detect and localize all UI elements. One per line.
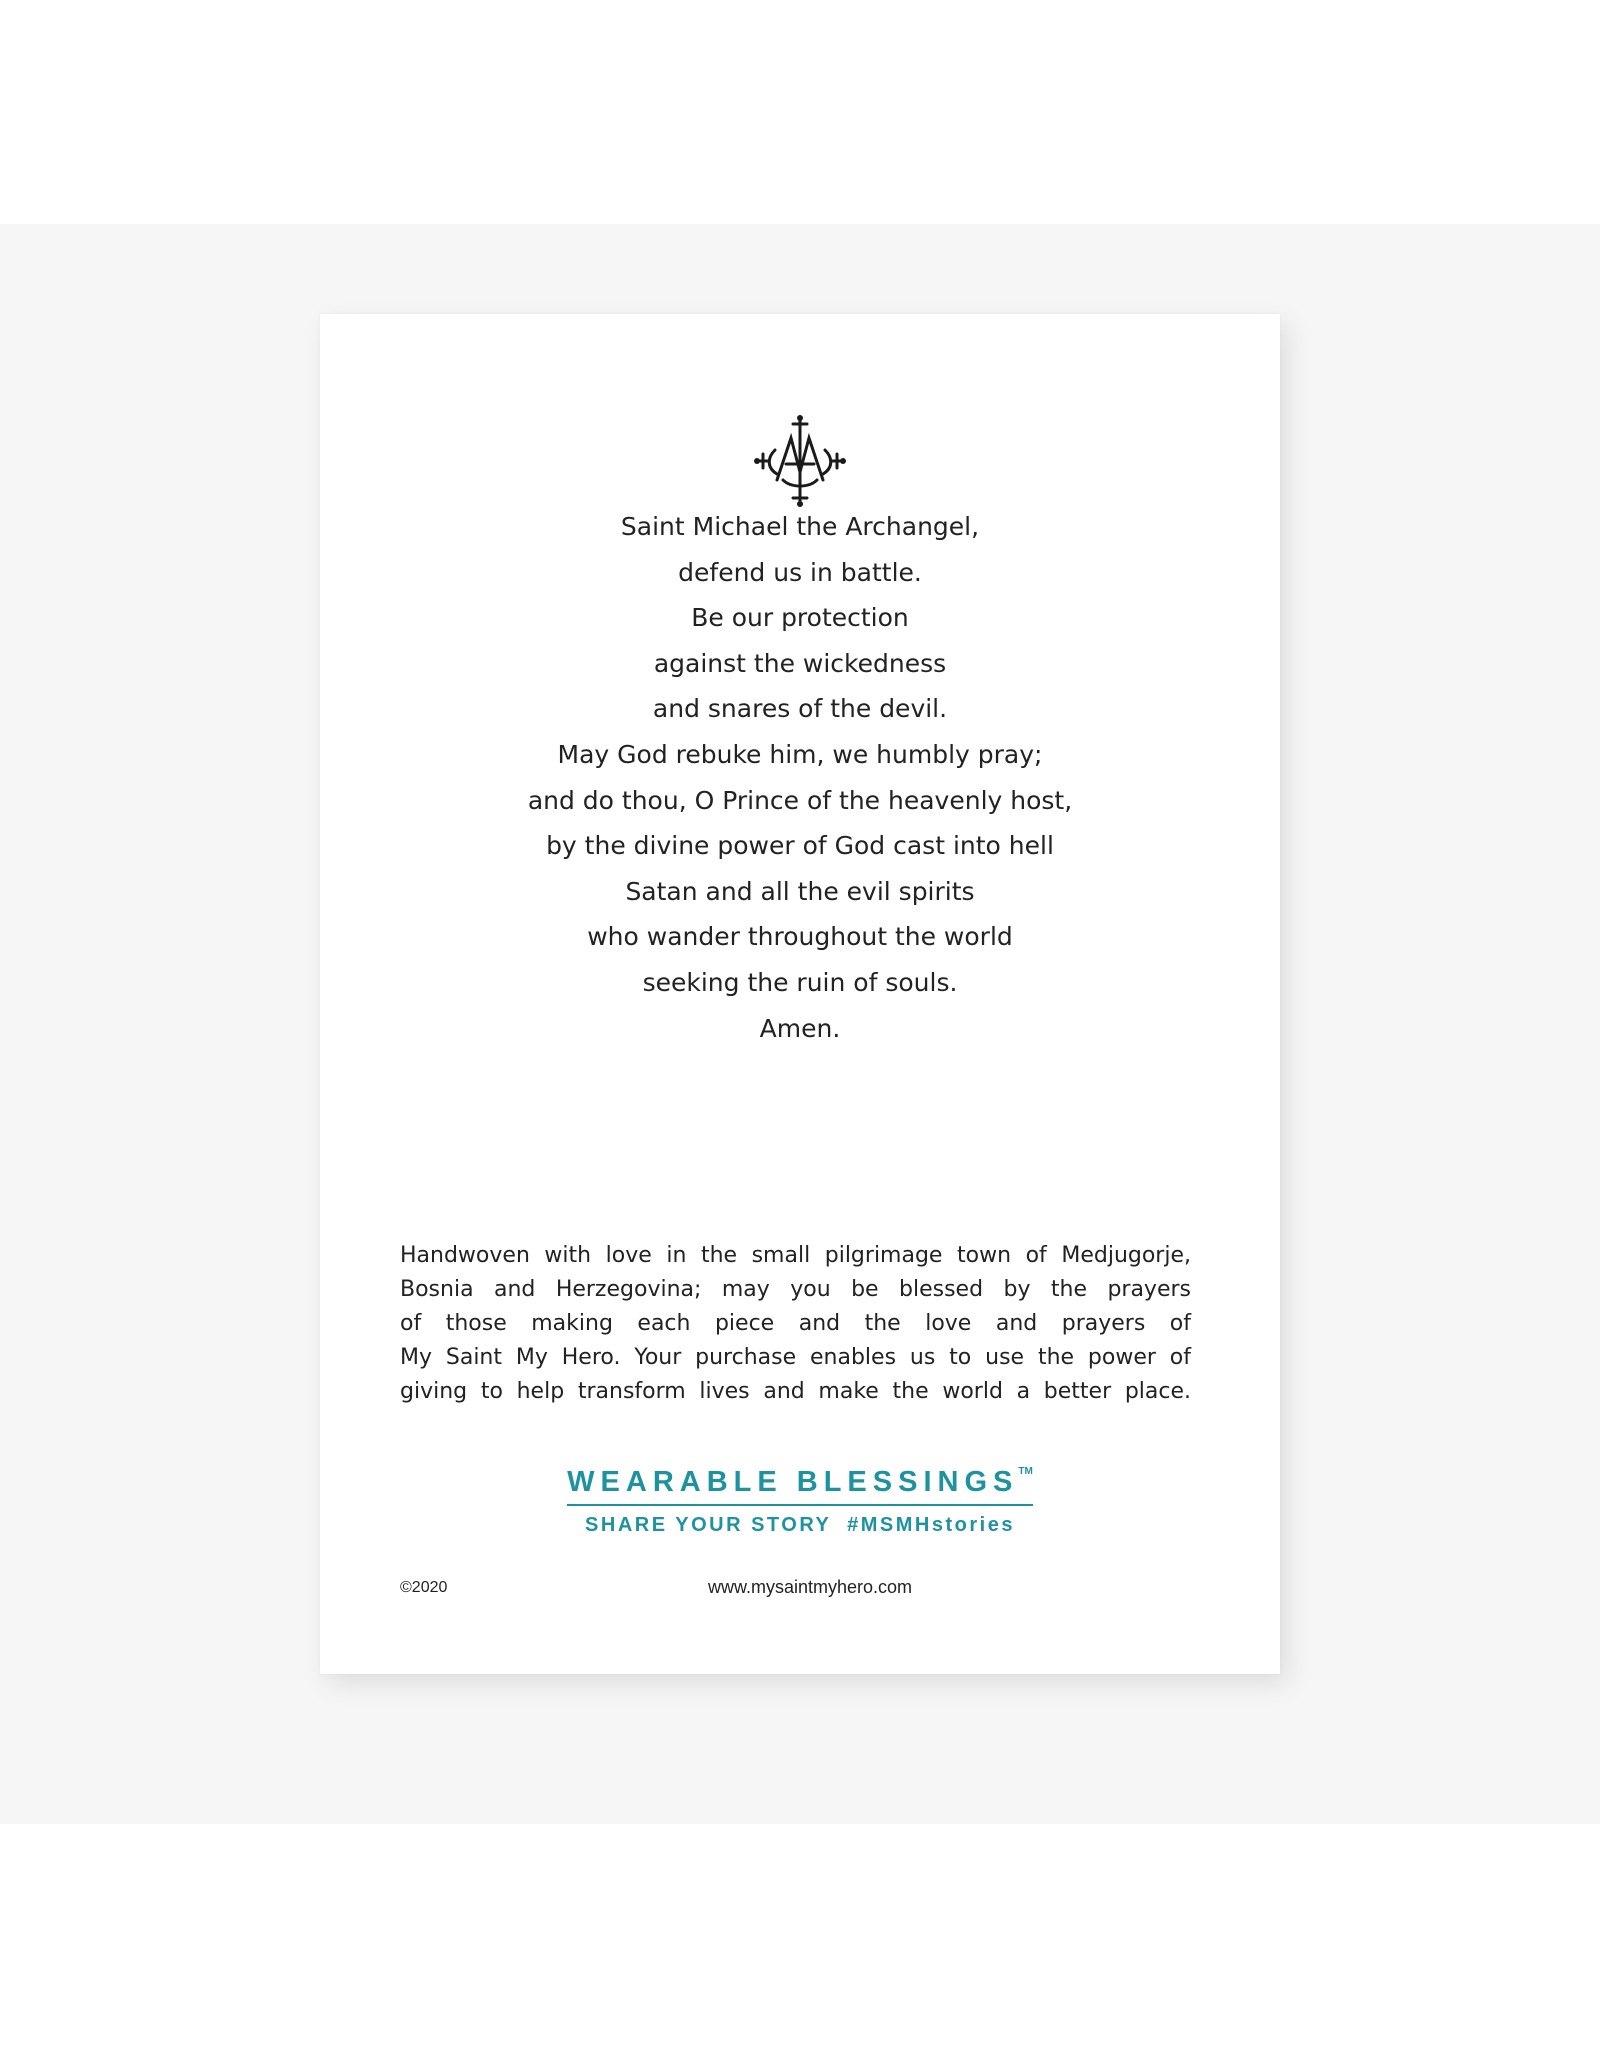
prayer-line: Satan and all the evil spirits <box>625 876 975 906</box>
prayer-line: Amen. <box>759 1013 841 1043</box>
prayer-line: against the wickedness <box>653 648 947 678</box>
prayer-line: defend us in battle. <box>678 557 922 587</box>
handwoven-description <box>400 1239 1191 1409</box>
description-line: of those making each piece and the love and prayers of <box>400 1311 1191 1336</box>
prayer-line: who wander throughout the world <box>587 922 1013 952</box>
prayer-line: seeking the ruin of souls. <box>642 967 958 997</box>
description-line: Handwoven with love in the small pilgrimage town of Medjugorje, <box>400 1243 1191 1268</box>
brand-title <box>567 1466 1033 1506</box>
prayer-line: Be our protection <box>691 603 909 633</box>
prayer-line: by the divine power of God cast into hell <box>546 831 1054 861</box>
prayer-line: and do thou, O Prince of the heavenly host, <box>527 785 1073 815</box>
prayer-text <box>320 504 1280 1051</box>
copyright: ©2020 <box>400 1579 448 1596</box>
marian-monogram-icon <box>753 414 847 508</box>
brand-title-text: WEARABLE BLESSINGS <box>567 1466 1019 1498</box>
prayer-line: May God rebuke him, we humbly pray; <box>557 739 1043 769</box>
brand-block <box>552 1466 1048 1537</box>
trademark-mark: TM <box>1018 1466 1033 1477</box>
description-line: My Saint My Hero. Your purchase enables us to use the power of <box>400 1345 1191 1370</box>
website-url: www.mysaintmyhero.com <box>707 1577 913 1597</box>
brand-subtitle: SHARE YOUR STORY #MSMHstories <box>585 1514 1015 1536</box>
prayer-line: Saint Michael the Archangel, <box>620 512 980 541</box>
prayer-card <box>320 314 1280 1674</box>
prayer-line: and snares of the devil. <box>652 694 948 724</box>
description-line: giving to help transform lives and make the world a better place. <box>400 1379 1191 1404</box>
description-line: Bosnia and Herzegovina; may you be blessed by the prayers <box>400 1277 1191 1302</box>
